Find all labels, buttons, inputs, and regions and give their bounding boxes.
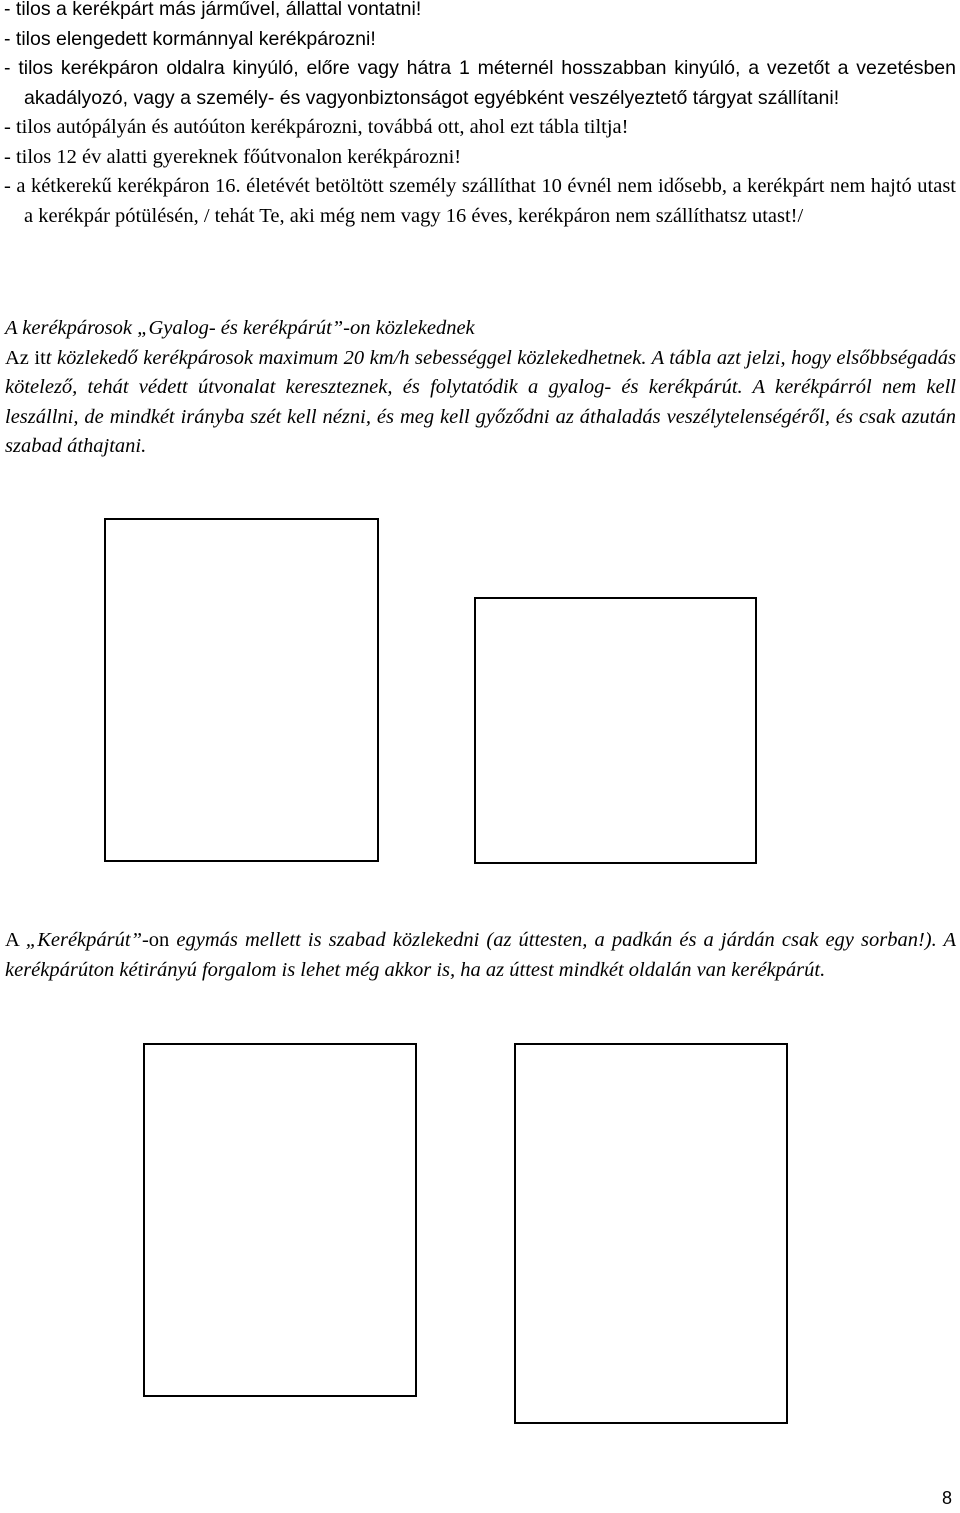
sign-placeholder-box [143, 1043, 417, 1397]
rule-item: - tilos elengedett kormánnyal kerékpározni! [4, 27, 376, 50]
paragraph-text: egymás mellett is szabad közlekedni (az úttesten, a padkán és a járdán csak egy sorban!). A kerékpárúton kétirányú forgalom is lehet még akkor is, ha az úttest mindkét oldalán van kerékpárút. [5, 929, 956, 981]
rules-list [4, 0, 956, 231]
paragraph-lead: Az it [5, 346, 46, 369]
paragraph-mid: -on [141, 929, 177, 951]
paragraph-lead: A [5, 929, 26, 951]
rule-item: - tilos 12 év alatti gyereknek főútvonalon kerékpározni! [4, 145, 462, 168]
rule-item: - tilos autópályán és autóúton kerékpározni, továbbá ott, ahol ezt tábla tiltja! [4, 116, 629, 138]
sign-placeholder-box [514, 1043, 788, 1424]
rule-item: - tilos kerékpáron oldalra kinyúló, előre vagy hátra 1 méternél hosszabban kinyúló, a vezetőt a vezetésben akadályozó, vagy a személy- és vagyonbiztonságot egyébként veszélyeztető tárgyat szállítani! [4, 57, 956, 109]
paragraph-italic: „Kerékpárút” [25, 929, 142, 951]
bike-path-section [5, 926, 956, 985]
shared-path-section [5, 314, 956, 462]
sign-placeholder-box [104, 518, 379, 862]
section-heading: A kerékpárosok „Gyalog- és kerékpárút”-on közlekednek [5, 317, 475, 339]
rule-item: - a kétkerekű kerékpáron 16. életévét betöltött személy szállíthat 10 évnél nem idősebb, a kerékpárt nem hajtó utast a kerékpár pótülésén, / tehát Te, aki még nem vagy 16 éves, kerékpáron nem szállíthatsz utast!/ [4, 175, 956, 227]
page-number: 8 [941, 1488, 952, 1508]
rule-item: - tilos a kerékpárt más járművel, állattal vontatni! [4, 0, 422, 20]
sign-placeholder-box [474, 597, 757, 864]
paragraph-text: t közlekedő kerékpárosok maximum 20 km/h sebességgel közlekedhetnek. A tábla azt jelzi, hogy elsőbbségadás kötelező, tehát védett útvonalat kereszteznek, és folytatódik a gyalog- és kerékpárút. A kerékpárról nem kell leszállni, de mindkét irányba szét kell nézni, és meg kell győződni az áthaladás veszélytelenségéről, és csak azután szabad áthajtani. [5, 346, 956, 457]
section-paragraph [5, 344, 956, 462]
